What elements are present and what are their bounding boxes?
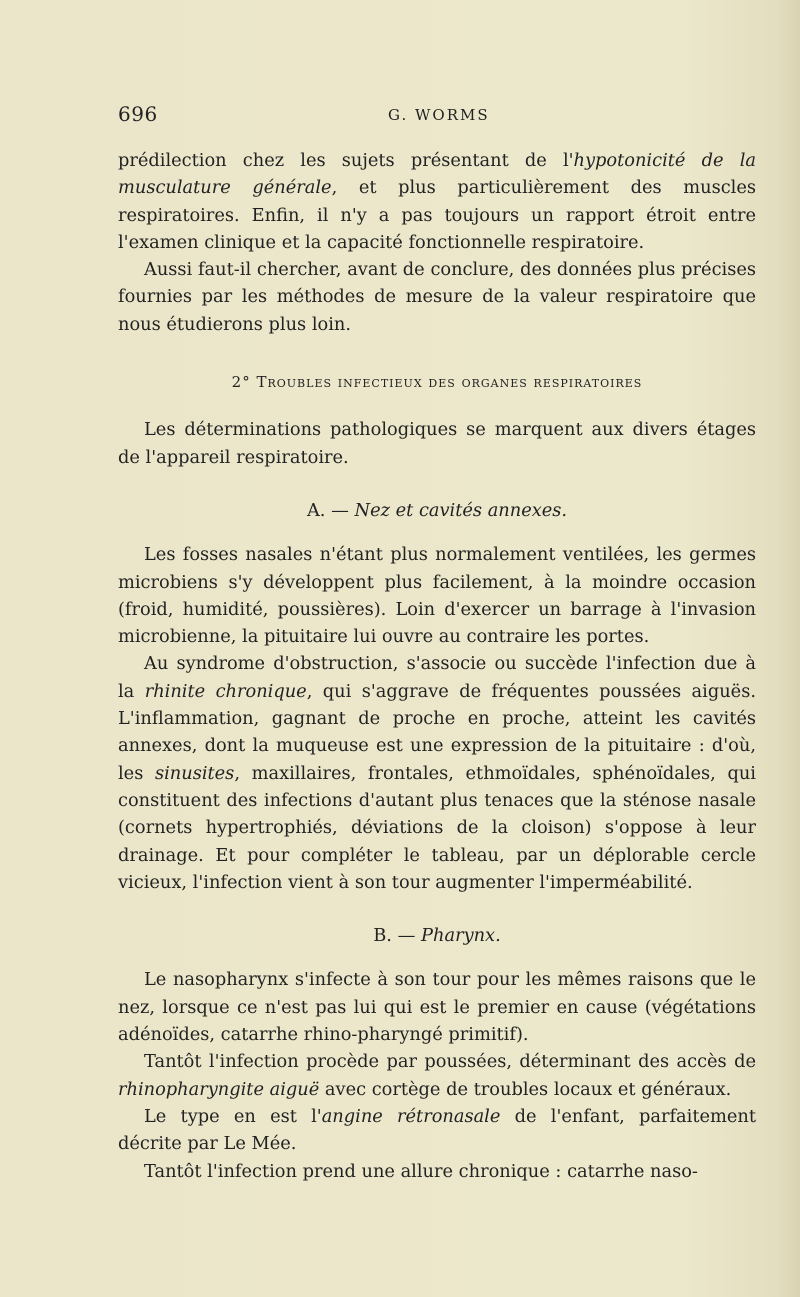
page-header — [118, 102, 758, 130]
italic-text: rhinite chronique — [144, 680, 307, 702]
paragraph-1 — [118, 147, 756, 256]
italic-text: sinusites — [154, 762, 235, 784]
paragraph-5 — [118, 650, 756, 896]
section-heading — [118, 369, 756, 396]
text-span: Au syndrome d'obstruction, s'associe ou succède l'infection due à la — [118, 653, 756, 702]
text-span: , qui s'aggrave de fréquentes poussées aiguës. L'inflammation, gagnant de proche en proche, atteint les cavités annexes, dont la muqueuse est une expression de la pituitaire : d'où, les — [118, 680, 756, 784]
subheading-title: Nez et cavités annexes. — [354, 499, 568, 521]
text-span: , et plus particulièrement des muscles respiratoires. Enfin, il n'y a pas toujours un rapport étroit entre l'examen clinique et la capacité fonctionnelle respiratoire. — [118, 177, 756, 253]
paragraph-7 — [118, 1048, 756, 1103]
section-number: 2° — [231, 373, 251, 392]
text-span: avec cortège de troubles locaux et généraux. — [319, 1078, 732, 1100]
text-span: Le type en est l' — [144, 1105, 322, 1127]
italic-text: rhinopharyngite aiguë — [118, 1078, 320, 1100]
subheading-b — [118, 922, 756, 949]
text-span: prédilection chez les sujets présentant de l' — [118, 150, 574, 171]
italic-text: hypotonicité de la musculature générale — [118, 150, 756, 199]
paragraph-4: Les fosses nasales n'étant plus normalement ventilées, les germes microbiens s'y développent plus facilement, à la moindre occasion (froid, humidité, poussières). Loin d'exercer un barrage à l'invasion microbienne, la pituitaire lui ouvre au contraire les portes. — [118, 544, 756, 648]
text-span: , maxillaires, frontales, ethmoïdales, sphénoïdales, qui constituent des infections d'autant plus tenaces que la sténose nasale (cornets hypertrophiés, déviations de la cloison) s'oppose à leur drainage. Et pour compléter le tableau, par un déplorable cercle vicieux, l'infection vient à son tour augmenter l'imperméabilité. — [118, 762, 756, 893]
paragraph-9: Tantôt l'infection prend une allure chronique : catarrhe naso- — [144, 1160, 698, 1182]
section-title: Troubles infectieux des organes respiratoires — [256, 373, 643, 392]
page-number: 696 — [118, 102, 158, 126]
running-head: G. WORMS — [388, 106, 490, 124]
text-span: de l'enfant, parfaitement décrite par Le Mée. — [118, 1105, 756, 1155]
text-span: Tantôt l'infection procède par poussées, déterminant des accès de — [144, 1051, 756, 1073]
italic-text: angine rétronasale — [321, 1105, 501, 1127]
paragraph-2: Aussi faut-il chercher, avant de conclure, des données plus précises fournies par les méthodes de mesure de la valeur respiratoire que nous étudierons plus loin. — [118, 259, 756, 335]
subheading-label: B. — — [373, 925, 422, 947]
body-text — [118, 147, 756, 1185]
paragraph-3: Les déterminations pathologiques se marquent aux divers étages de l'appareil respiratoire. — [118, 419, 756, 468]
subheading-title: Pharynx. — [421, 925, 501, 947]
paragraph-6: Le nasopharynx s'infecte à son tour pour les mêmes raisons que le nez, lorsque ce n'est pas lui qui est le premier en cause (végétations adénoïdes, catarrhe rhino-pharyngé primitif). — [118, 969, 756, 1046]
paragraph-8 — [118, 1103, 756, 1158]
subheading-a — [118, 497, 756, 524]
subheading-label: A. — — [306, 499, 355, 521]
